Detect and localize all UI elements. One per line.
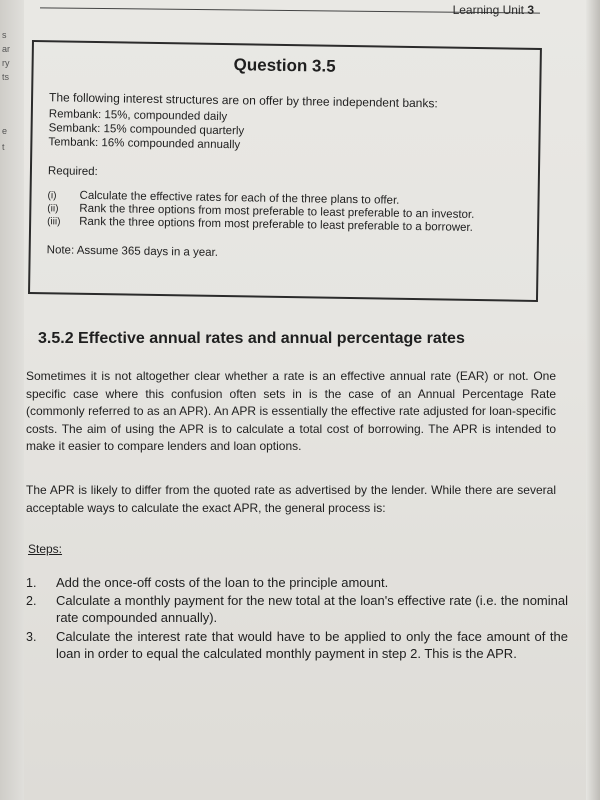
bank-line: Sembank: 15% compounded quarterly [48,122,245,138]
page-edge [586,0,600,800]
step-number: 1. [26,576,37,590]
margin-mark: ry [2,58,10,68]
margin-mark: ts [2,72,10,82]
required-label: Required: [47,165,98,179]
learning-unit-label [453,3,534,17]
step-number: 2. [26,594,37,608]
unit-number: 3 [527,3,534,17]
question-box [28,40,542,302]
item-number: (ii) [47,203,59,215]
question-note: Note: Assume 365 days in a year. [46,244,219,259]
question-title: Question 3.5 [233,55,336,76]
unit-prefix: Learning Unit [452,3,524,17]
item-number: (iii) [47,216,61,228]
paragraph: Sometimes it is not altogether clear whether a rate is an effective annual rate (EAR) or not. One specific case where this confusion often sets in is the case of an Annual Percentage Rate (commonly referred to as an APR). An APR is essentially the effective rate adjusted for loan-specific costs. The aim of using the APR is to calculate a total cost of borrowing. The APR is intended to make it easier to compare lenders and loan options. [26,369,556,453]
section-heading [38,330,465,348]
required-item: Calculate the effective rates for each of the three plans to offer. [79,189,400,207]
paragraph: The APR is likely to differ from the quoted rate as advertised by the lender. While there are several acceptable ways to calculate the exact APR, the general process is: [26,483,556,515]
question-intro: The following interest structures are on offer by three independent banks: [48,90,438,111]
margin-mark: ar [2,44,11,54]
margin-mark: s [2,30,7,40]
page-gutter [0,0,24,800]
bank-line: Rembank: 15%, compounded daily [48,108,228,124]
section-number: 3.5.2 [38,330,74,347]
step-text: Calculate a monthly payment for the new total at the loan's effective rate (i.e. the nominal rate compounded annually). [56,593,568,625]
margin-mark: t [2,142,5,152]
step-text: Add the once-off costs of the loan to the principle amount. [56,575,389,590]
step-text: Calculate the interest rate that would have to be applied to only the face amount of the loan in order to equal the calculated monthly payment in step 2. This is the APR. [56,629,568,661]
step-number: 3. [26,630,37,644]
required-item: Rank the three options from most preferable to least preferable to an investor. [79,202,475,221]
steps-label: Steps: [28,542,63,556]
required-item: Rank the three options from most preferable to least preferable to a borrower. [79,215,473,234]
bank-line: Tembank: 16% compounded annually [48,136,241,152]
section-title: Effective annual rates and annual percentage rates [78,330,465,347]
item-number: (i) [47,190,57,202]
margin-mark: e [2,126,8,136]
